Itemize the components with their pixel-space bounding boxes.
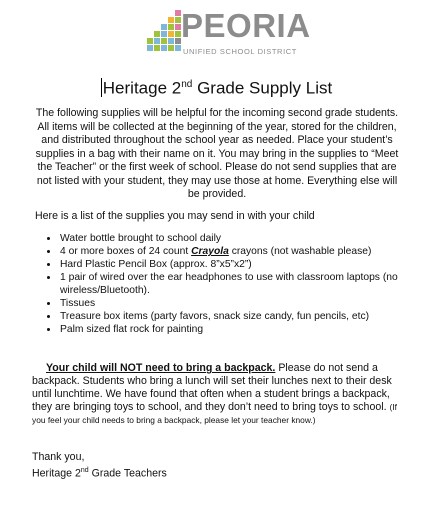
- logo-square: [161, 38, 167, 44]
- logo-squares-icon: [147, 10, 179, 54]
- logo-square: [168, 31, 174, 37]
- brand-name: Crayola: [191, 246, 229, 257]
- list-item: [46, 297, 416, 310]
- logo-square: [154, 31, 160, 37]
- logo-wordmark: PEORIA: [181, 7, 311, 44]
- signer-prefix: Heritage 2: [32, 467, 81, 480]
- bullet-icon: [47, 302, 50, 305]
- closing-signer: [32, 464, 167, 481]
- title-suffix: Grade Supply List: [192, 78, 333, 98]
- logo-square: [168, 24, 174, 30]
- item-text: Tissues: [60, 298, 96, 309]
- bullet-icon: [47, 328, 50, 331]
- list-lead: Here is a list of the supplies you may send in with your child: [35, 210, 315, 222]
- logo-subtitle: UNIFIED SCHOOL DISTRICT: [183, 47, 297, 56]
- list-item: [46, 245, 416, 258]
- backpack-paragraph: [32, 362, 404, 427]
- backpack-body: Please do not send a backpack. Students who bring a lunch will set their lunches next to their desk until lunchtime. We have found that often when a student brings a backpack, they are bringing toys to school, and they don’t need to bring toys to school.: [32, 362, 392, 413]
- intro-paragraph: The following supplies will be helpful for the incoming second grade students. All items will be collected at the beginning of the year, stored for the children, and distributed throughout the school year as needed. Place your student’s supplies in a bag with their name on it. You may bring in the supplies to “Meet the Teacher” or the first week of school. Please do not send supplies that are not listed with your student, they may use those at home. Everything else will be provided.: [35, 107, 399, 200]
- signer-suffix: Grade Teachers: [88, 467, 167, 480]
- closing-signature: [32, 451, 167, 481]
- logo-square: [161, 45, 167, 51]
- item-text: Water bottle brought to school daily: [60, 233, 222, 244]
- logo-square: [147, 45, 153, 51]
- backpack-note: (If you feel your child needs to bring a backpack, please let your teacher know.): [32, 402, 397, 425]
- logo-square: [168, 45, 174, 51]
- bullet-icon: [47, 237, 50, 240]
- text-cursor: [101, 78, 102, 97]
- logo-square: [154, 45, 160, 51]
- logo-square: [161, 24, 167, 30]
- bullet-icon: [47, 263, 50, 266]
- supply-list: [46, 232, 416, 336]
- bullet-icon: [47, 276, 50, 279]
- item-text: crayons (not washable please): [228, 246, 372, 257]
- bullet-icon: [47, 315, 50, 318]
- signer-ordinal: nd: [80, 467, 89, 474]
- list-item: [46, 323, 416, 336]
- logo-square: [168, 38, 174, 44]
- list-item: [46, 271, 416, 297]
- logo-square: [161, 31, 167, 37]
- list-item: [46, 232, 416, 245]
- item-text: Palm sized flat rock for painting: [60, 324, 204, 335]
- item-text: 1 pair of wired over the ear headphones to use with classroom laptops (no wireless/Bluetooth).: [60, 272, 398, 296]
- item-text: 4 or more boxes of 24 count: [60, 246, 192, 257]
- item-text: Treasure box items (party favors, snack size candy, fun pencils, etc): [60, 311, 370, 322]
- logo-square: [147, 38, 153, 44]
- closing-thanks: Thank you,: [32, 451, 85, 463]
- list-item: [46, 258, 416, 271]
- bullet-icon: [47, 250, 50, 253]
- page-title: [0, 74, 433, 100]
- title-prefix: Heritage 2: [102, 78, 182, 98]
- title-ordinal: nd: [181, 79, 193, 90]
- logo-square: [168, 17, 174, 23]
- district-logo: [147, 7, 311, 58]
- backpack-emphasis: Your child will NOT need to bring a backpack.: [46, 362, 276, 374]
- list-item: [46, 310, 416, 323]
- logo-square: [154, 38, 160, 44]
- item-text: Hard Plastic Pencil Box (approx. 8”x5”x2”): [60, 259, 252, 270]
